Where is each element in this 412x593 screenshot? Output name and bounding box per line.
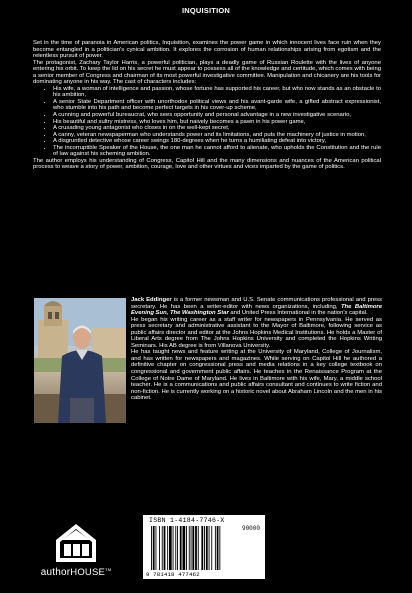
publisher-name-lower: author	[40, 567, 71, 578]
barcode-bar	[195, 526, 197, 570]
synopsis-closing: The author employs his understanding of Congress, Capitol Hill and the many dimensions and nuances of the American political process to weave a story of power, ambition, courage, love and other virtues and vices imparted by the game of politics.	[33, 157, 381, 171]
book-title: INQUISITION	[181, 6, 231, 15]
barcode-bar	[167, 526, 168, 570]
barcode-bar	[180, 526, 182, 570]
barcode-bar	[173, 526, 174, 570]
barcode-bar	[159, 526, 160, 570]
bio-text: is a former newsman and U.S. Senate communications professional and press secretary. He has been a writer-editor with news organizations, including,	[131, 297, 382, 310]
barcode-bar	[156, 526, 157, 570]
author-bio	[34, 297, 382, 425]
ean-digits: 9 781418 477462	[146, 571, 200, 578]
synopsis-protagonist: The protagonist, Zachary Taylor Harris, a powerful politician, plays a deadly game of Russian Roulette with the lives of anyone entering his orbit. To keep the lid on his secret he must appear to possess all of the knowledge and certitude, which comes with being a senior member of Congress and chairman of its most powerful investigative committee. Manipulation and chicanery are his tools for dominating anyone in his way. The cast of characters includes:	[33, 59, 381, 86]
isbn-barcode	[143, 515, 265, 579]
bio-paragraph-2: He began his writing career as a staff writer for newspapers in Pennsylvania. He served as press secretary and administrative assistant to the Mayor of Baltimore, following service as public affairs director and editor at the Johns Hopkins Medical Institutions. He holds a Master of Liberal Arts degree from The Johns Hopkins University and completed the Hopkins Writing Seminars. His AB degree is from Villanova University.	[131, 316, 382, 349]
character-item: • His beautiful and sultry mistress, who loves him, but naively becomes a pawn in his power game,	[53, 119, 381, 126]
barcode-bar	[177, 526, 178, 570]
publisher-logo	[34, 518, 118, 584]
publisher-name	[34, 567, 118, 578]
news-organizations: The Baltimore Evening Sun, The Washington Star	[131, 303, 383, 317]
character-item: • His wife, a woman of intelligence and passion, whose fortune has supported his career, but who now stands as an obstacle to his ambition,	[53, 86, 381, 99]
price-code: 90000	[241, 525, 260, 532]
barcode-bar	[211, 526, 212, 570]
barcode-bar	[186, 526, 187, 570]
character-item: • A senior State Department officer with unorthodox political views and his avant-garde wife, a gifted abstract expressionist, who stumble into his path and become perfect targets in his cover-up scheme,	[53, 99, 381, 112]
barcode-bar	[204, 526, 205, 570]
barcode-bar	[201, 526, 203, 570]
barcode-bar	[219, 526, 220, 570]
character-item: • A canny, veteran newspaperman who understands power and its limitations, and puts the machinery of justice in motion,	[53, 132, 381, 139]
synopsis	[33, 40, 381, 171]
house-icon	[34, 518, 118, 566]
barcode-bar	[191, 526, 192, 570]
character-item: • A cunning and powerful bureaucrat, who sees opportunity and personal advantage in a new investigative scenario,	[53, 112, 381, 119]
trademark: TM	[105, 567, 112, 572]
barcode-bar	[189, 526, 190, 570]
character-item: • The incorruptible Speaker of the House, the one man he cannot afford to alienate, who upholds the Constitution and the rule of law against his scheming ambition.	[53, 145, 381, 158]
publisher-name-upper: HOUSE	[70, 567, 106, 578]
barcode-bar	[206, 526, 208, 570]
character-list	[33, 86, 381, 158]
bio-text: and United Press International in the nation's capital.	[228, 310, 368, 317]
barcode-bar	[215, 526, 216, 570]
synopsis-intro: Set in the time of paranoia in American politics, Inquisition, examines the power game in which innocent lives face ruin when they become entangled in a politician's cynical ambition. It explores the corrosion of human relationships arising from egotism and the relentless pursuit of power.	[33, 40, 381, 60]
bio-paragraph-3: He has taught news and feature writing at the University of Maryland, College of Journalism, and has written for newspapers and magazines. While serving on Capitol Hill he authored a definitive chapter on congressional press and media relations in a key college textbook on congressional and government public affairs. He teaches in the Renaissance Program at the College of Notre Dame of Maryland. He lives in Baltimore with his wife, Mary, a middle school teacher. He is a communications and public affairs consultant and continues to write fiction and non-fiction. He is currently working on a historic novel about Abraham Lincoln and the men in his cabinet.	[131, 349, 382, 402]
barcode-bar	[175, 526, 176, 570]
isbn-text: ISBN 1-4184-7746-X	[149, 517, 225, 524]
barcode-bar	[183, 526, 186, 570]
barcode-bar	[192, 526, 194, 570]
barcode-bar	[164, 526, 166, 570]
barcode-bar	[217, 526, 219, 570]
character-item: • A disgruntled detective whose career swings 180-degrees when he turns a humiliating defeat into victory,	[53, 138, 381, 145]
author-name: Jack Eddinger	[131, 297, 172, 303]
barcode-bar	[153, 526, 155, 570]
character-item: • A crusading young antagonist who closes in on the well-kept secret,	[53, 125, 381, 132]
photo-float-space	[34, 297, 131, 425]
barcode-bar	[151, 526, 152, 570]
barcode-bars	[151, 526, 257, 570]
barcode-bar	[209, 526, 210, 570]
barcode-bar	[198, 526, 199, 570]
barcode-bar	[162, 526, 163, 570]
barcode-bar	[169, 526, 172, 570]
